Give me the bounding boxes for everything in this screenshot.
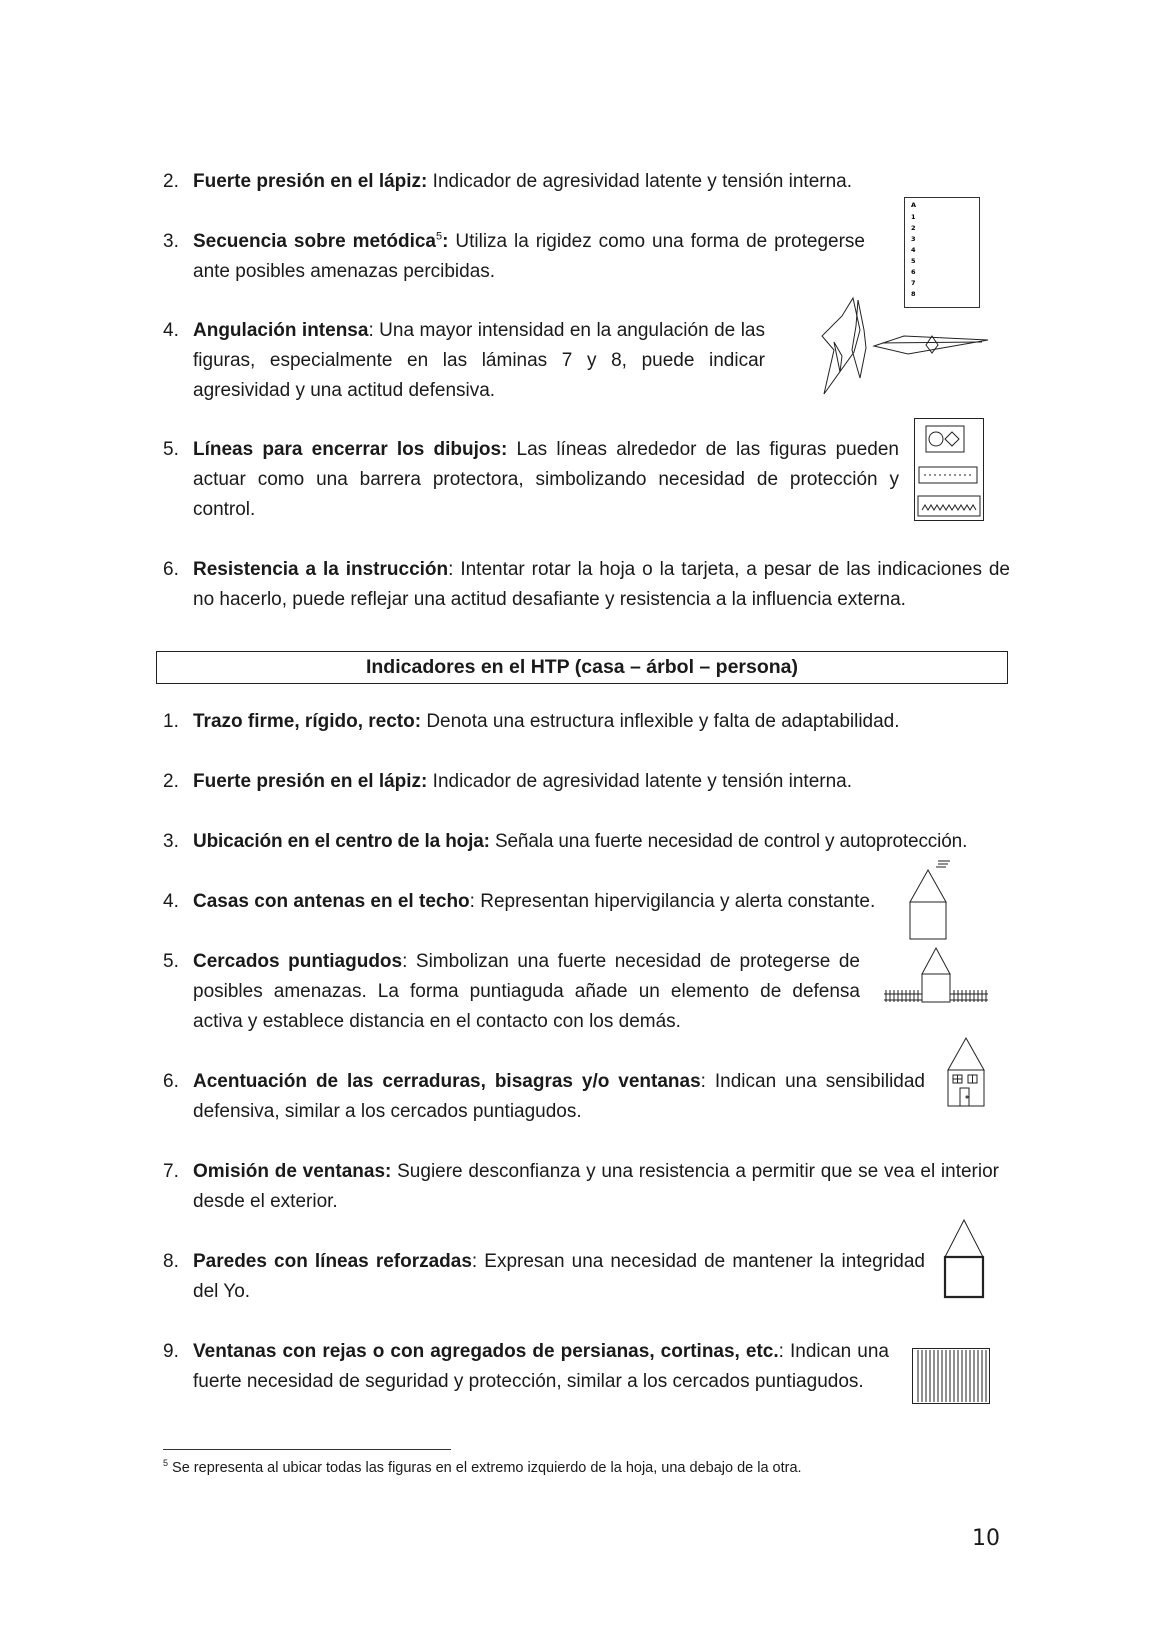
item-term: Casas con antenas en el techo — [193, 891, 470, 912]
item-description: Indicador de agresividad latente y tensión interna. — [427, 771, 852, 792]
sequence-label: A — [911, 201, 917, 209]
angulation-figure — [812, 296, 998, 398]
sequence-figure — [904, 197, 984, 309]
item-number: 1. — [163, 711, 179, 732]
item-term: Secuencia sobre metódica — [193, 231, 436, 252]
item-number: 4. — [163, 891, 179, 912]
page-number: 10 — [972, 1526, 1000, 1551]
item-term: Omisión de ventanas: — [193, 1161, 392, 1182]
item-term: Cercados puntiagudos — [193, 951, 403, 972]
item-number: 3. — [163, 231, 179, 252]
item-description: : Simbolizan una fuerte necesidad de protegerse de posibles amenazas. La forma puntiaguda añade un elemento de defensa activa y establece distancia en el contacto con los demás. — [193, 951, 860, 1032]
item-number: 5. — [163, 951, 179, 972]
item-number: 8. — [163, 1251, 179, 1272]
item-term: Paredes con líneas reforzadas — [193, 1251, 472, 1272]
item-number: 6. — [163, 1071, 179, 1092]
sequence-label: 6 — [911, 268, 916, 276]
item-description: : Expresan una necesidad de mantener la integridad del Yo. — [193, 1251, 925, 1302]
item-term: Ubicación en el centro de la hoja: — [193, 831, 490, 852]
item-description: : Indican una fuerte necesidad de seguridad y protección, similar a los cercados puntiagudos. — [193, 1341, 889, 1392]
item-description: : Indican una sensibilidad defensiva, similar a los cercados puntiagudos. — [193, 1071, 925, 1122]
footnote-mark: 5 — [163, 1458, 169, 1469]
item-term: Trazo firme, rígido, recto: — [193, 711, 422, 732]
sequence-label: 1 — [911, 213, 916, 221]
sequence-label: 2 — [911, 224, 916, 232]
footnote-ref: 5 — [436, 230, 443, 243]
item-term: Resistencia a la instrucción — [193, 559, 449, 580]
house-antenna-figure — [908, 860, 958, 942]
item-description: : Representan hipervigilancia y alerta constante. — [469, 891, 876, 912]
footnote-text: Se representa al ubicar todas las figuras en el extremo izquierdo de la hoja, una debajo de la otra. — [168, 1460, 802, 1476]
item-description: : Intentar rotar la hoja o la tarjeta, a pesar de las indicaciones de no hacerlo, puede reflejar una actitud desafiante y resistencia a la influencia externa. — [193, 559, 1010, 610]
item-description: Sugiere desconfianza y una resistencia a permitir que se vea el interior desde el exterior. — [193, 1161, 999, 1212]
sequence-label: 3 — [911, 235, 916, 243]
item-term: Fuerte presión en el lápiz: — [193, 171, 428, 192]
item-term: Fuerte presión en el lápiz: — [193, 771, 428, 792]
enclosure-figure — [914, 418, 986, 522]
item-number: 2. — [163, 771, 179, 792]
item-number: 4. — [163, 320, 179, 341]
sequence-label: 4 — [911, 246, 916, 254]
house-details-figure — [948, 1036, 990, 1108]
item-number: 9. — [163, 1341, 179, 1362]
item-number: 7. — [163, 1161, 179, 1182]
item-description: Denota una estructura inflexible y falta de adaptabilidad. — [421, 711, 900, 732]
item-term: Líneas para encerrar los dibujos: — [193, 439, 508, 460]
item-number: 6. — [163, 559, 179, 580]
footnote-rule — [163, 1449, 451, 1450]
section-title: Indicadores en el HTP (casa – árbol – persona) — [156, 651, 1008, 684]
item-term: Acentuación de las cerraduras, bisagras y/o ventanas — [193, 1071, 701, 1092]
item-description: Las líneas alrededor de las figuras pueden actuar como una barrera protectora, simbolizando necesidad de protección y control. — [193, 439, 899, 520]
item-description: Utiliza la rigidez como una forma de protegerse ante posibles amenazas percibidas. — [193, 231, 865, 282]
sequence-label: 5 — [911, 257, 916, 265]
item-term: Angulación intensa — [193, 320, 369, 341]
item-description: Señala una fuerte necesidad de control y autoprotección. — [489, 831, 968, 852]
footnote — [163, 1458, 802, 1478]
sequence-label: 8 — [911, 290, 916, 298]
house-reinforced-figure — [943, 1218, 991, 1302]
barred-window-figure — [912, 1348, 992, 1406]
item-number: 5. — [163, 439, 179, 460]
item-description: : Una mayor intensidad en la angulación de las figuras, especialmente en las láminas 7 y 8, puede indicar agresividad y una actitud defensiva. — [193, 320, 765, 401]
sequence-label: 7 — [911, 279, 916, 287]
item-description: Indicador de agresividad latente y tensión interna. — [427, 171, 852, 192]
item-number: 3. — [163, 831, 179, 852]
item-number: 2. — [163, 171, 179, 192]
house-fence-figure — [882, 946, 992, 1006]
item-term: Ventanas con rejas o con agregados de persianas, cortinas, etc. — [193, 1341, 779, 1362]
